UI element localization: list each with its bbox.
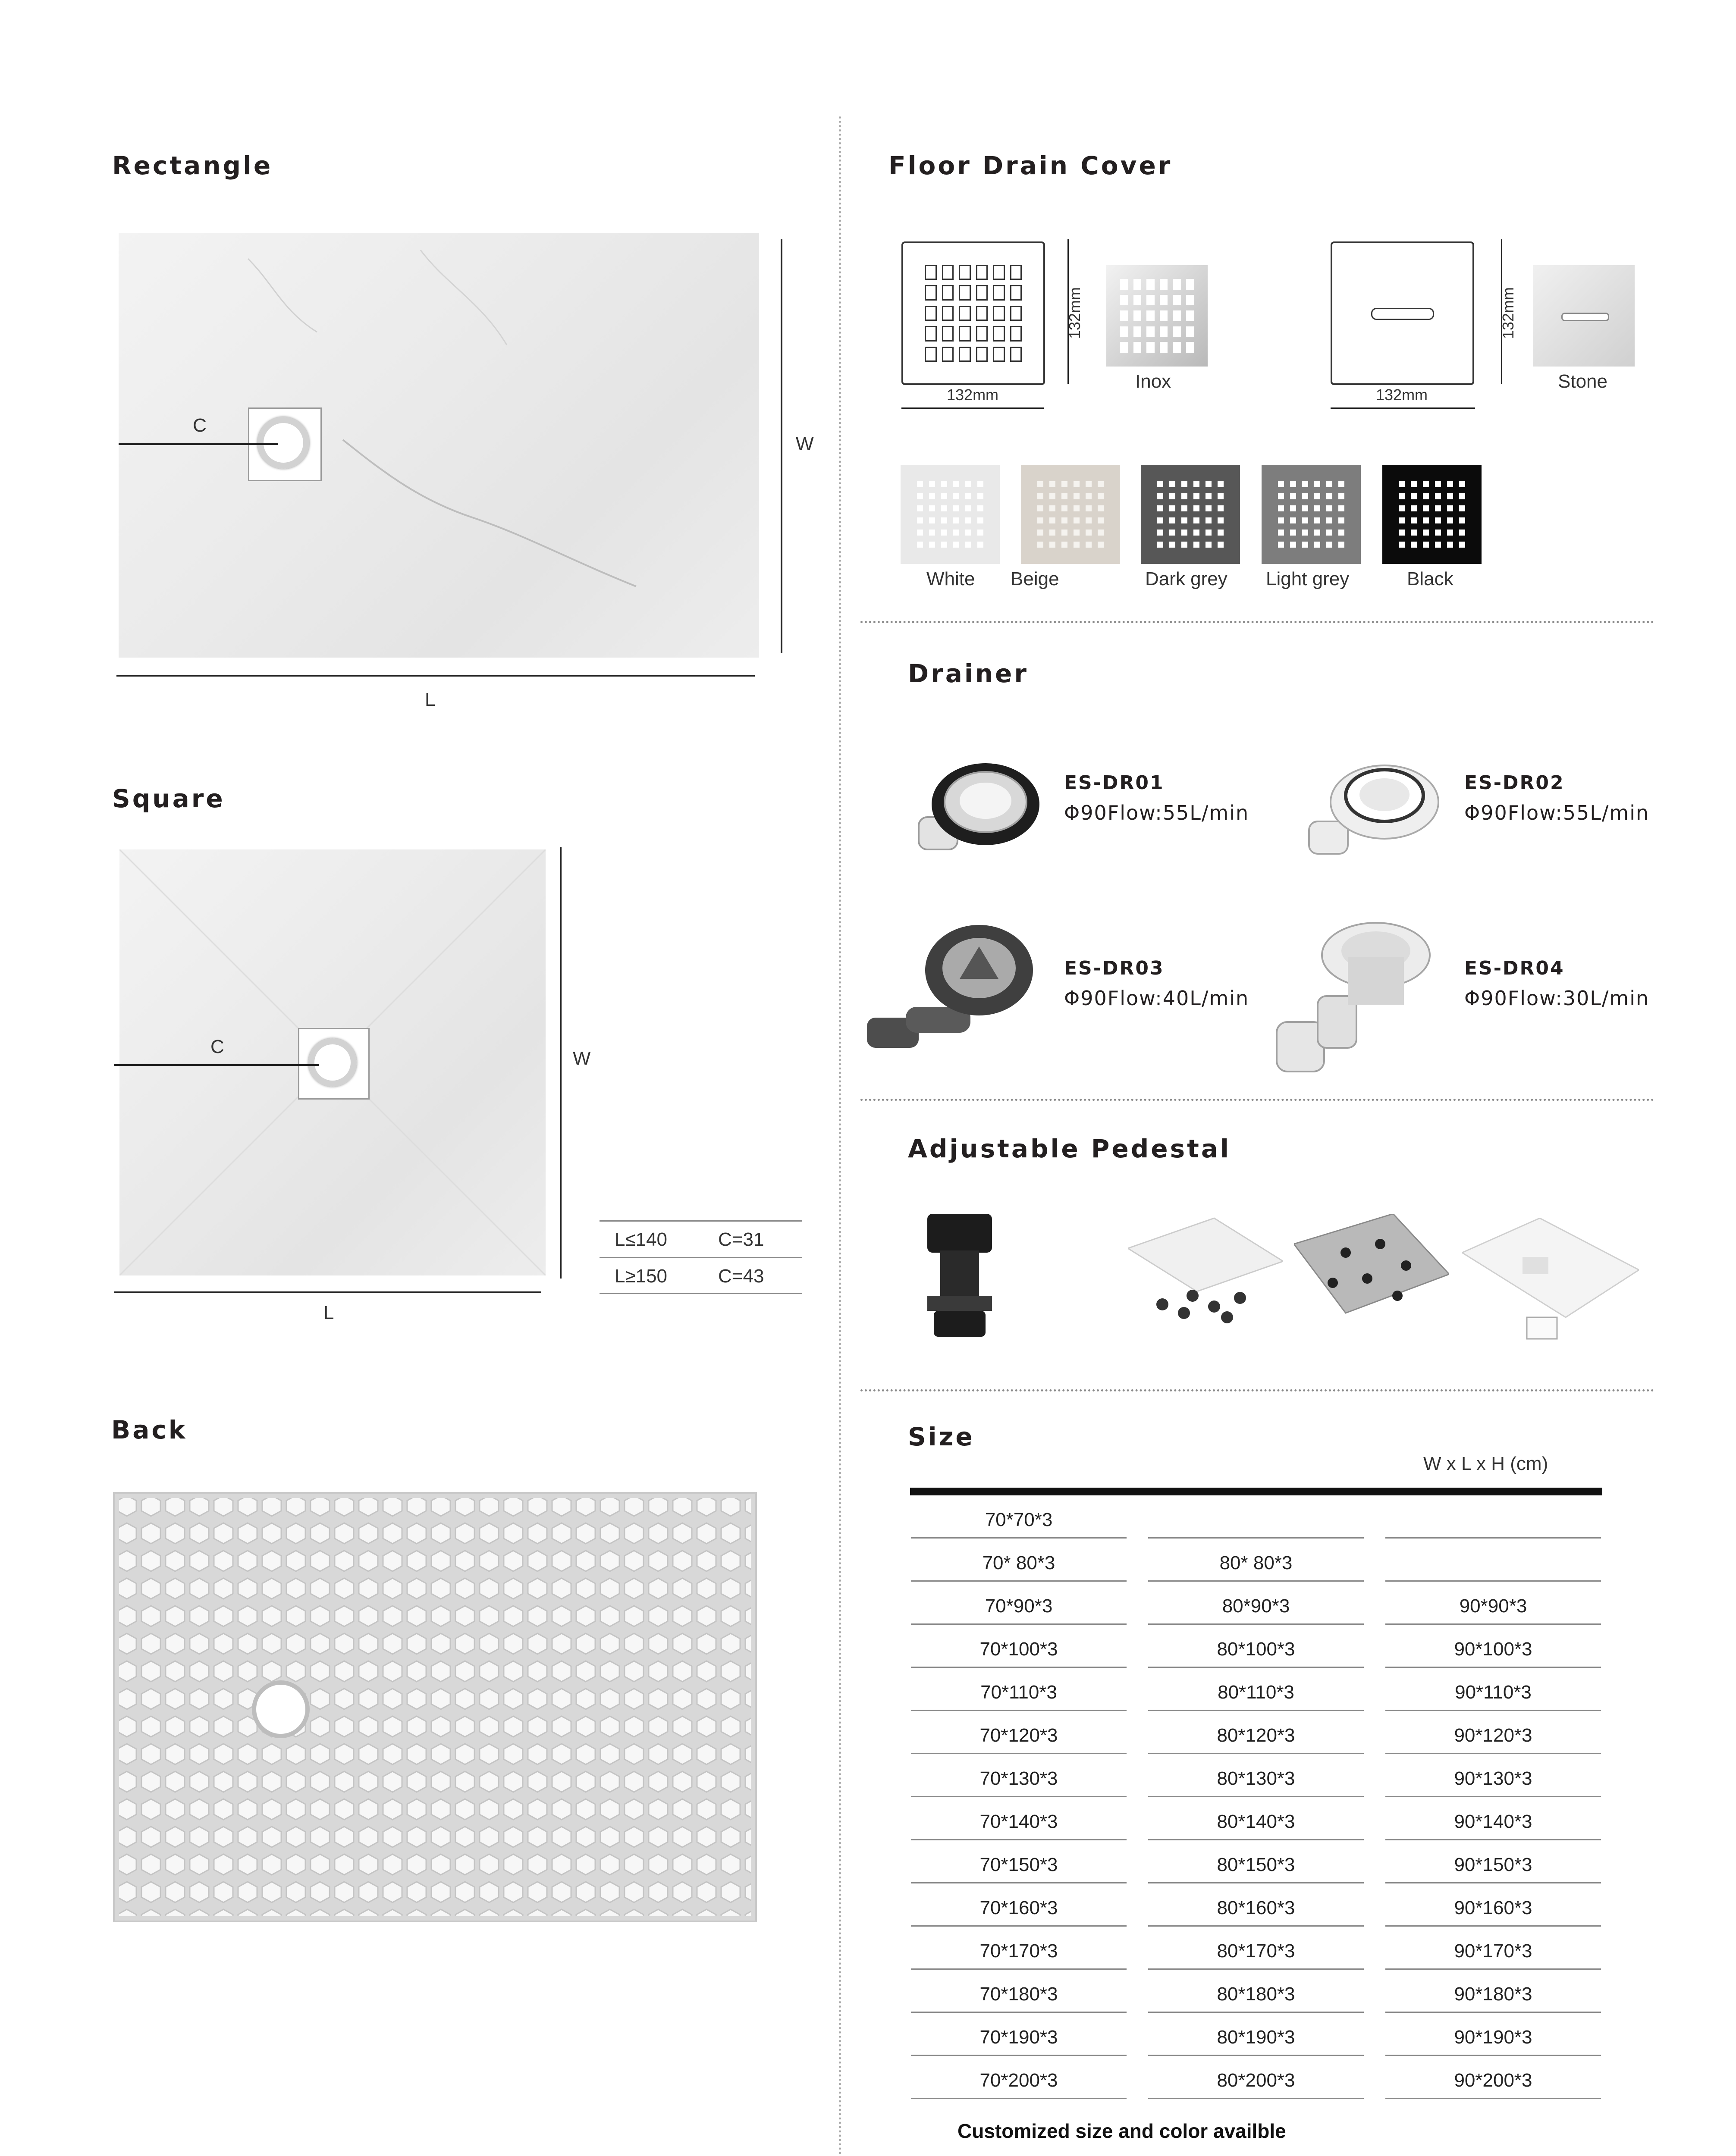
c-table-l: L≥150 <box>615 1266 668 1287</box>
drainer-code: ES-DR03 <box>1064 957 1165 979</box>
w-arrow <box>781 239 782 653</box>
section-divider <box>860 1099 1654 1101</box>
size-cell: 90*120*3 <box>1454 1725 1532 1746</box>
color-name: Dark grey <box>1145 568 1227 589</box>
l-label: L <box>323 1302 334 1323</box>
size-cell: 70*140*3 <box>979 1811 1058 1832</box>
drainer-flow: Φ90Flow:55L/min <box>1064 801 1249 824</box>
l-arrow <box>116 675 755 677</box>
size-cell: 90*140*3 <box>1454 1811 1532 1832</box>
swatch-black <box>1382 465 1482 564</box>
size-cell: 90*100*3 <box>1454 1639 1532 1660</box>
color-name: Light grey <box>1266 568 1350 589</box>
size-cell: 70*170*3 <box>979 1940 1058 1962</box>
inox-cover-photo <box>1106 265 1208 367</box>
pedestal-title: Adjustable Pedestal <box>908 1134 1231 1163</box>
size-cell: 70*70*3 <box>985 1509 1053 1530</box>
color-name: Black <box>1407 568 1453 589</box>
floor-drain-cover-title: Floor Drain Cover <box>888 151 1173 180</box>
rectangle-title: Rectangle <box>112 151 273 180</box>
size-table-header-bar <box>910 1488 1602 1495</box>
drainer-dr01-image <box>910 752 1039 873</box>
c-arrow <box>114 1064 319 1066</box>
swatch-holes <box>917 481 983 548</box>
size-cell: 70*190*3 <box>979 2027 1058 2048</box>
swatch-dark-grey <box>1141 465 1240 564</box>
size-cell: 90*90*3 <box>1459 1595 1527 1617</box>
l-arrow <box>114 1291 541 1293</box>
drainer-flow: Φ90Flow:55L/min <box>1464 801 1650 824</box>
size-cell: 80*200*3 <box>1217 2070 1295 2091</box>
size-cell: 90*170*3 <box>1454 1940 1532 1962</box>
size-title: Size <box>908 1422 975 1451</box>
back-title: Back <box>111 1415 188 1445</box>
drainer-flow: Φ90Flow:30L/min <box>1464 987 1650 1010</box>
size-cell: 80*160*3 <box>1217 1897 1295 1918</box>
cover-name-inox: Inox <box>1135 371 1171 392</box>
rectangle-tray-image <box>119 233 759 658</box>
size-cell: 80*120*3 <box>1217 1725 1295 1746</box>
color-name: Beige <box>1011 568 1059 589</box>
w-arrow <box>560 847 562 1279</box>
size-cell: 80*140*3 <box>1217 1811 1295 1832</box>
size-cell: 80*100*3 <box>1217 1639 1295 1660</box>
swatch-white <box>901 465 1000 564</box>
drainer-code: ES-DR02 <box>1464 772 1565 794</box>
stone-cover-photo <box>1533 265 1635 367</box>
swatch-beige <box>1021 465 1120 564</box>
dim-label: 132mm <box>947 386 999 404</box>
c-label: C <box>210 1036 224 1057</box>
drainer-dr02-image <box>1300 752 1443 873</box>
c-table-c: C=43 <box>718 1266 764 1287</box>
dim-label: 132mm <box>1066 287 1084 339</box>
swatch-holes <box>1037 481 1104 548</box>
size-cell: 90*200*3 <box>1454 2070 1532 2091</box>
color-name: White <box>926 568 975 589</box>
drainer-code: ES-DR01 <box>1064 772 1165 794</box>
size-cell: 80*170*3 <box>1217 1940 1295 1962</box>
c-table-c: C=31 <box>718 1229 764 1250</box>
size-cell: 70*90*3 <box>985 1595 1053 1617</box>
pedestal-tray-assembly-image <box>1128 1214 1283 1326</box>
w-label: W <box>573 1048 591 1069</box>
size-cell: 70*200*3 <box>979 2070 1058 2091</box>
back-honeycomb-image <box>113 1492 757 1922</box>
c-label: C <box>193 415 207 436</box>
swatch-light-grey <box>1262 465 1361 564</box>
square-title: Square <box>112 784 225 813</box>
size-cell: 80*190*3 <box>1217 2027 1295 2048</box>
drain-hole <box>257 417 309 469</box>
size-cell: 70*120*3 <box>979 1725 1058 1746</box>
stone-cover-drawing <box>1331 241 1474 385</box>
slate-texture <box>119 233 759 658</box>
section-divider <box>860 621 1654 623</box>
size-cell: 70*110*3 <box>980 1682 1057 1703</box>
size-cell: 70*130*3 <box>979 1768 1058 1789</box>
size-cell: 80*90*3 <box>1222 1595 1290 1617</box>
c-arrow <box>119 443 278 445</box>
size-cell: 70*150*3 <box>979 1854 1058 1875</box>
size-unit: W x L x H (cm) <box>1423 1453 1548 1474</box>
size-cell: 90*180*3 <box>1454 1984 1532 2005</box>
size-cell: 90*160*3 <box>1454 1897 1532 1918</box>
pedestal-finished-tray-image <box>1462 1218 1639 1343</box>
size-cell: 80*180*3 <box>1217 1984 1295 2005</box>
swatch-holes <box>1157 481 1224 548</box>
drain-hole <box>308 1038 357 1087</box>
size-note: Customized size and color availble <box>957 2120 1286 2142</box>
drainer-dr03-image <box>863 921 1039 1067</box>
size-cell: 90*150*3 <box>1454 1854 1532 1875</box>
section-divider <box>860 1389 1654 1391</box>
l-label: L <box>425 689 436 710</box>
dim-label: 132mm <box>1376 386 1428 404</box>
drainer-title: Drainer <box>908 659 1029 688</box>
swatch-holes <box>1399 481 1465 548</box>
size-cell: 80* 80*3 <box>1219 1552 1293 1573</box>
cover-name-stone: Stone <box>1558 371 1607 392</box>
drainer-flow: Φ90Flow:40L/min <box>1064 987 1249 1010</box>
size-cell: 70*180*3 <box>979 1984 1058 2005</box>
swatch-holes <box>1278 481 1344 548</box>
size-cell: 80*110*3 <box>1218 1682 1294 1703</box>
size-cell: 80*130*3 <box>1217 1768 1295 1789</box>
size-cell: 90*130*3 <box>1454 1768 1532 1789</box>
square-tray-image <box>119 849 546 1275</box>
drainer-code: ES-DR04 <box>1464 957 1565 979</box>
size-cell: 70* 80*3 <box>982 1552 1055 1573</box>
size-cell: 90*110*3 <box>1455 1682 1532 1703</box>
drainer-dr04-image <box>1270 914 1438 1082</box>
inox-cover-drawing <box>901 241 1045 385</box>
pedestal-image <box>919 1214 1001 1339</box>
size-cell: 90*190*3 <box>1454 2027 1532 2048</box>
size-cell: 70*160*3 <box>979 1897 1058 1918</box>
honeycomb-pattern <box>115 1494 755 1921</box>
size-cell: 70*100*3 <box>979 1639 1058 1660</box>
size-cell: 80*150*3 <box>1217 1854 1295 1875</box>
c-table-l: L≤140 <box>615 1229 668 1250</box>
dim-label: 132mm <box>1499 287 1517 339</box>
w-label: W <box>796 433 814 454</box>
pedestal-back-grid-image <box>1294 1214 1449 1322</box>
column-divider <box>839 116 841 2156</box>
